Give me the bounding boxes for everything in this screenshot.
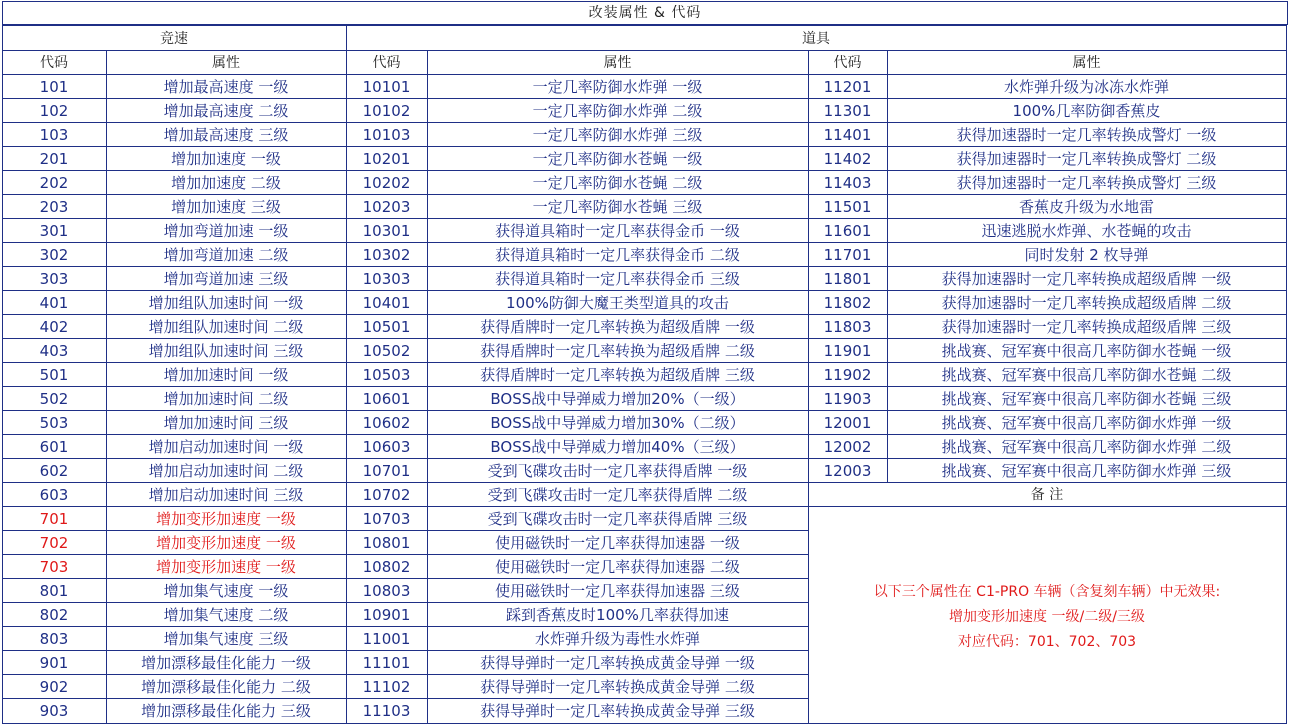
item-code-cell: 11601: [823, 222, 872, 240]
racing-attribute-cell: 增加漂移最佳化能力 一级: [141, 654, 311, 672]
racing-code-cell: 701: [39, 510, 69, 528]
item-attribute-cell: 挑战赛、冠军赛中很高几率防御水炸弹 三级: [941, 462, 1232, 480]
item-code-cell: 11501: [823, 198, 872, 216]
racing-code-cell: 501: [39, 366, 69, 384]
racing-attribute-cell: 增加加速度 二级: [171, 174, 281, 192]
item-code-cell: 10503: [362, 366, 411, 384]
item-attribute-cell: 挑战赛、冠军赛中很高几率防御水炸弹 二级: [941, 438, 1232, 456]
item-attribute-cell: 获得导弹时一定几率转换成黄金导弹 二级: [480, 678, 755, 696]
racing-code-cell: 201: [39, 150, 69, 168]
item-attribute-cell: 挑战赛、冠军赛中很高几率防御水苍蝇 一级: [941, 342, 1232, 360]
item-code-cell: 10602: [362, 414, 411, 432]
section-header-racing: 竞速: [160, 31, 188, 47]
racing-code-cell: 703: [39, 558, 69, 576]
column-header-attribute: 属性: [603, 55, 632, 71]
racing-attribute-cell: 增加变形加速度 一级: [156, 510, 296, 528]
item-code-cell: 11903: [823, 390, 872, 408]
column-header-code: 代码: [40, 55, 68, 71]
racing-attribute-cell: 增加加速度 三级: [171, 198, 281, 216]
grid-line: [2, 25, 1287, 26]
racing-attribute-cell: 增加最高速度 三级: [163, 126, 289, 144]
item-code-cell: 10301: [362, 222, 411, 240]
item-attribute-cell: 一定几率防御水苍蝇 二级: [532, 174, 703, 192]
racing-code-cell: 102: [39, 102, 69, 120]
racing-code-cell: 903: [39, 702, 69, 720]
item-code-cell: 10401: [362, 294, 411, 312]
racing-code-cell: 602: [39, 462, 69, 480]
item-attribute-cell: 受到飞碟攻击时一定几率获得盾牌 三级: [487, 510, 748, 528]
item-code-cell: 10801: [362, 534, 411, 552]
racing-attribute-cell: 增加加速时间 三级: [163, 414, 289, 432]
remark-line: 对应代码：701、702、703: [957, 634, 1137, 650]
racing-attribute-cell: 增加加速时间 二级: [163, 390, 289, 408]
item-attribute-cell: 踩到香蕉皮时100%几率获得加速: [506, 606, 729, 624]
item-attribute-cell: 香蕉皮升级为水地雷: [1018, 198, 1154, 216]
racing-attribute-cell: 增加漂移最佳化能力 二级: [141, 678, 311, 696]
item-code-cell: 11001: [362, 630, 411, 648]
racing-attribute-cell: 增加集气速度 一级: [163, 582, 289, 600]
item-attribute-cell: 获得导弹时一定几率转换成黄金导弹 一级: [480, 654, 755, 672]
item-code-cell: 10803: [362, 582, 411, 600]
remark-line: 以下三个属性在 C1-PRO 车辆（含复刻车辆）中无效果:: [873, 584, 1221, 600]
item-attribute-cell: 使用磁铁时一定几率获得加速器 一级: [495, 534, 740, 552]
item-attribute-cell: 100%防御大魔王类型道具的攻击: [506, 294, 729, 312]
racing-code-cell: 603: [39, 486, 69, 504]
item-attribute-cell: 获得道具箱时一定几率获得金币 三级: [495, 270, 740, 288]
racing-attribute-cell: 增加加速度 一级: [171, 150, 281, 168]
item-attribute-cell: 一定几率防御水炸弹 三级: [532, 126, 703, 144]
item-code-cell: 11401: [823, 126, 872, 144]
item-code-cell: 10201: [362, 150, 411, 168]
grid-line: [2, 723, 1287, 724]
column-header-code: 代码: [833, 55, 862, 71]
racing-code-cell: 802: [39, 606, 69, 624]
item-code-cell: 11101: [362, 654, 411, 672]
racing-code-cell: 901: [39, 654, 69, 672]
item-code-cell: 10103: [362, 126, 411, 144]
racing-code-cell: 303: [39, 270, 69, 288]
item-code-cell: 11201: [823, 78, 872, 96]
item-attribute-cell: 获得加速器时一定几率转换成超级盾牌 二级: [941, 294, 1232, 312]
racing-code-cell: 801: [39, 582, 69, 600]
racing-code-cell: 203: [39, 198, 69, 216]
racing-code-cell: 403: [39, 342, 69, 360]
racing-code-cell: 302: [39, 246, 69, 264]
item-attribute-cell: 获得道具箱时一定几率获得金币 一级: [495, 222, 740, 240]
item-attribute-cell: BOSS战中导弹威力增加30%（二级）: [490, 414, 745, 432]
item-code-cell: 10101: [362, 78, 411, 96]
item-code-cell: 10202: [362, 174, 411, 192]
racing-code-cell: 803: [39, 630, 69, 648]
item-code-cell: 10702: [362, 486, 411, 504]
item-attribute-cell: 受到飞碟攻击时一定几率获得盾牌 一级: [487, 462, 748, 480]
racing-code-cell: 502: [39, 390, 69, 408]
item-code-cell: 12003: [823, 462, 872, 480]
item-code-cell: 11801: [823, 270, 872, 288]
item-attribute-cell: 获得加速器时一定几率转换成超级盾牌 三级: [941, 318, 1232, 336]
item-code-cell: 11402: [823, 150, 872, 168]
item-code-cell: 10703: [362, 510, 411, 528]
racing-code-cell: 503: [39, 414, 69, 432]
racing-attribute-cell: 增加最高速度 二级: [163, 102, 289, 120]
item-code-cell: 10501: [362, 318, 411, 336]
racing-attribute-cell: 增加启动加速时间 二级: [148, 462, 304, 480]
item-attribute-cell: BOSS战中导弹威力增加20%（一级）: [490, 390, 745, 408]
item-code-cell: 10302: [362, 246, 411, 264]
item-code-cell: 10502: [362, 342, 411, 360]
item-code-cell: 10601: [362, 390, 411, 408]
column-header-attribute: 属性: [1072, 55, 1101, 71]
item-code-cell: 11102: [362, 678, 411, 696]
item-attribute-cell: 使用磁铁时一定几率获得加速器 三级: [495, 582, 740, 600]
racing-code-cell: 702: [39, 534, 69, 552]
racing-attribute-cell: 增加变形加速度 一级: [156, 534, 296, 552]
item-code-cell: 10901: [362, 606, 411, 624]
item-attribute-cell: 获得导弹时一定几率转换成黄金导弹 三级: [480, 702, 755, 720]
item-code-cell: 11103: [362, 702, 411, 720]
item-attribute-cell: 一定几率防御水苍蝇 三级: [532, 198, 703, 216]
remark-text: [808, 580, 1286, 655]
item-code-cell: 11301: [823, 102, 872, 120]
racing-attribute-cell: 增加组队加速时间 二级: [148, 318, 304, 336]
item-attribute-cell: BOSS战中导弹威力增加40%（三级）: [490, 438, 745, 456]
racing-code-cell: 902: [39, 678, 69, 696]
racing-attribute-cell: 增加组队加速时间 一级: [148, 294, 304, 312]
item-attribute-cell: 一定几率防御水炸弹 一级: [532, 78, 703, 96]
racing-code-cell: 101: [39, 78, 69, 96]
racing-code-cell: 301: [39, 222, 69, 240]
racing-attribute-cell: 增加弯道加速 二级: [163, 246, 289, 264]
item-code-cell: 10203: [362, 198, 411, 216]
grid-line: [1286, 25, 1287, 723]
column-header-attribute: 属性: [212, 55, 240, 71]
item-attribute-cell: 100%几率防御香蕉皮: [1012, 102, 1161, 120]
item-code-cell: 11802: [823, 294, 872, 312]
item-attribute-cell: 同时发射 2 枚导弹: [1024, 246, 1149, 264]
racing-attribute-cell: 增加漂移最佳化能力 三级: [141, 702, 311, 720]
section-header-items: 道具: [802, 31, 830, 47]
racing-attribute-cell: 增加集气速度 三级: [163, 630, 289, 648]
item-attribute-cell: 挑战赛、冠军赛中很高几率防御水苍蝇 二级: [941, 366, 1232, 384]
racing-code-cell: 401: [39, 294, 69, 312]
item-attribute-cell: 水炸弹升级为冰冻水炸弹: [1003, 78, 1169, 96]
racing-code-cell: 601: [39, 438, 69, 456]
racing-attribute-cell: 增加集气速度 二级: [163, 606, 289, 624]
item-attribute-cell: 迅速逃脱水炸弹、水苍蝇的攻击: [981, 222, 1192, 240]
remark-header: 备 注: [1030, 487, 1064, 503]
item-attribute-cell: 一定几率防御水炸弹 二级: [532, 102, 703, 120]
item-code-cell: 11701: [823, 246, 872, 264]
racing-code-cell: 202: [39, 174, 69, 192]
racing-attribute-cell: 增加启动加速时间 一级: [148, 438, 304, 456]
item-attribute-cell: 挑战赛、冠军赛中很高几率防御水苍蝇 三级: [941, 390, 1232, 408]
item-attribute-cell: 一定几率防御水苍蝇 一级: [532, 150, 703, 168]
racing-attribute-cell: 增加最高速度 一级: [163, 78, 289, 96]
racing-attribute-cell: 增加组队加速时间 三级: [148, 342, 304, 360]
racing-attribute-cell: 增加弯道加速 一级: [163, 222, 289, 240]
item-code-cell: 10303: [362, 270, 411, 288]
item-attribute-cell: 获得加速器时一定几率转换成警灯 二级: [956, 150, 1217, 168]
item-code-cell: 10603: [362, 438, 411, 456]
item-attribute-cell: 受到飞碟攻击时一定几率获得盾牌 二级: [487, 486, 748, 504]
item-code-cell: 11901: [823, 342, 872, 360]
item-attribute-cell: 获得盾牌时一定几率转换为超级盾牌 三级: [480, 366, 755, 384]
racing-attribute-cell: 增加启动加速时间 三级: [148, 486, 304, 504]
racing-attribute-cell: 增加变形加速度 一级: [156, 558, 296, 576]
item-attribute-cell: 获得加速器时一定几率转换成超级盾牌 一级: [941, 270, 1232, 288]
item-attribute-cell: 使用磁铁时一定几率获得加速器 二级: [495, 558, 740, 576]
item-attribute-cell: 获得道具箱时一定几率获得金币 二级: [495, 246, 740, 264]
racing-code-cell: 402: [39, 318, 69, 336]
item-attribute-cell: 挑战赛、冠军赛中很高几率防御水炸弹 一级: [941, 414, 1232, 432]
racing-attribute-cell: 增加弯道加速 三级: [163, 270, 289, 288]
item-attribute-cell: 获得加速器时一定几率转换成警灯 一级: [956, 126, 1217, 144]
item-code-cell: 10802: [362, 558, 411, 576]
item-code-cell: 10102: [362, 102, 411, 120]
item-code-cell: 12001: [823, 414, 872, 432]
item-code-cell: 12002: [823, 438, 872, 456]
item-code-cell: 11803: [823, 318, 872, 336]
item-code-cell: 11403: [823, 174, 872, 192]
item-attribute-cell: 获得盾牌时一定几率转换为超级盾牌 二级: [480, 342, 755, 360]
remark-line: 增加变形加速度 一级/二级/三级: [949, 609, 1145, 625]
item-attribute-cell: 水炸弹升级为毒性水炸弹: [534, 630, 700, 648]
racing-code-cell: 103: [39, 126, 69, 144]
sheet-title: 改装属性 & 代码: [2, 1, 1288, 25]
racing-attribute-cell: 增加加速时间 一级: [163, 366, 289, 384]
column-header-code: 代码: [372, 55, 401, 71]
item-attribute-cell: 获得盾牌时一定几率转换为超级盾牌 一级: [480, 318, 755, 336]
item-code-cell: 11902: [823, 366, 872, 384]
item-code-cell: 10701: [362, 462, 411, 480]
item-attribute-cell: 获得加速器时一定几率转换成警灯 三级: [956, 174, 1217, 192]
